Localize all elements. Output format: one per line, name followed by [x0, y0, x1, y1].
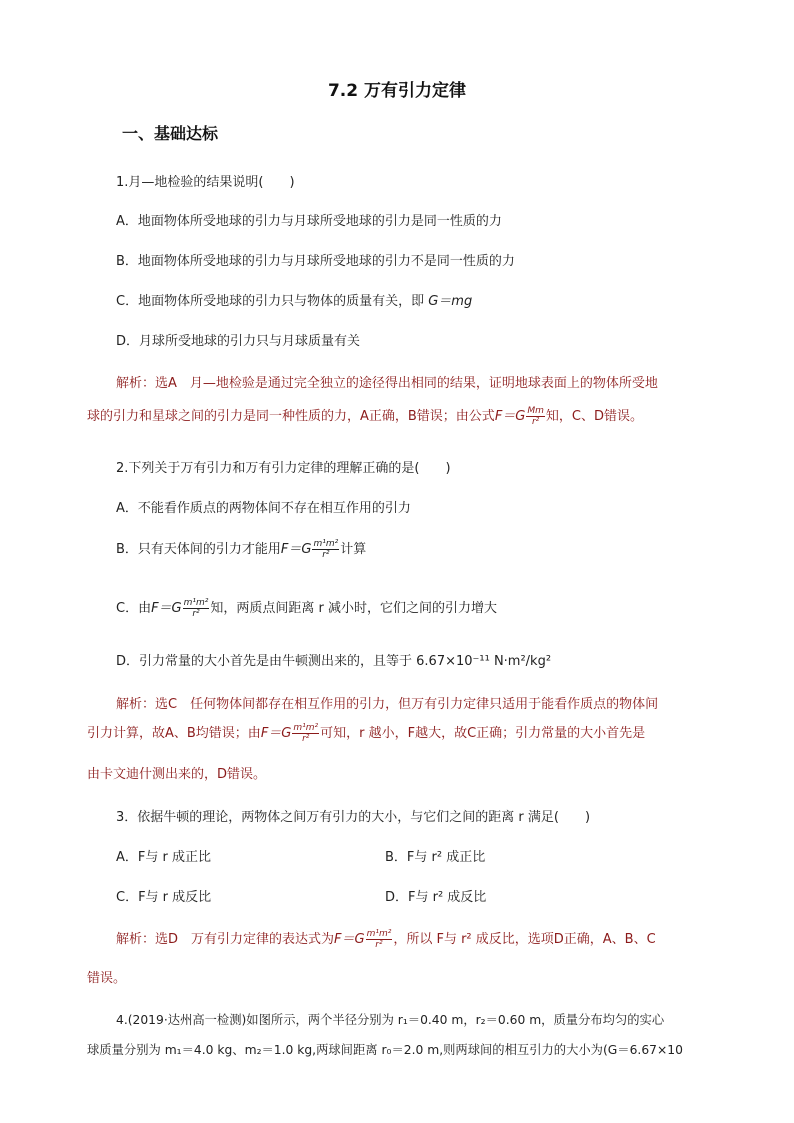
q1-option-a: A．地面物体所受地球的引力与月球所受地球的引力是同一性质的力	[116, 214, 502, 229]
fraction-numerator: m¹m²	[313, 539, 339, 549]
q2-analysis-line3: 由卡文迪什测出来的，D错误。	[87, 767, 267, 782]
q3-analysis-line1	[116, 928, 656, 950]
q2-analysis-text-end: 可知，r 越小，F越大，故C正确；引力常量的大小首先是	[320, 726, 646, 741]
fraction-denominator: r²	[322, 550, 330, 560]
fraction-numerator: Mm	[527, 406, 544, 416]
fraction-denominator: r²	[375, 940, 383, 950]
q2-option-c-text-end: 知，两质点间距离 r 减小时，它们之间的引力增大	[210, 601, 498, 616]
q2-option-b-text: B．只有天体间的引力才能用	[116, 542, 281, 557]
q2-option-d: D．引力常量的大小首先是由牛顿测出来的，且等于 6.67×10⁻¹¹ N·m²/kg²	[116, 654, 552, 669]
q3-option-d: D．F与 r² 成反比	[385, 890, 487, 905]
fraction-numerator: m¹m²	[366, 929, 392, 939]
q2-option-c	[116, 597, 497, 619]
q1-analysis-line2	[87, 405, 643, 427]
fraction-denominator: r²	[531, 417, 540, 427]
fraction-denominator: r²	[192, 609, 200, 619]
q1-analysis-line1: 解析：选A 月—地检验是通过完全独立的途径得出相同的结果，证明地球表面上的物体所受地	[116, 376, 658, 391]
q2-analysis-fraction	[292, 723, 319, 744]
q2-analysis-formula-f: F＝G	[260, 726, 292, 741]
q2-option-c-fraction	[183, 598, 210, 619]
q1-stem: 1.月—地检验的结果说明( )	[116, 175, 295, 190]
q4-stem-line1: 4.(2019·达州高一检测)如图所示，两个半径分别为 r₁＝0.40 m，r₂＝0.60 m，质量分布均匀的实心	[116, 1013, 665, 1027]
q3-analysis-text-end: ，所以 F与 r² 成反比，选项D正确，A、B、C	[393, 932, 656, 947]
q2-option-b	[116, 538, 366, 560]
q2-analysis-line2	[87, 722, 645, 744]
q1-analysis-fraction	[526, 406, 545, 427]
q3-option-c: C．F与 r 成反比	[116, 890, 212, 905]
q3-option-b: B．F与 r² 成正比	[385, 850, 486, 865]
q3-analysis-text: 解析：选D 万有引力定律的表达式为	[116, 932, 335, 947]
q2-analysis-text: 引力计算，故A、B均错误；由	[87, 726, 261, 741]
q1-option-b: B．地面物体所受地球的引力与月球所受地球的引力不是同一性质的力	[116, 254, 515, 269]
q2-option-a: A．不能看作质点的两物体间不存在相互作用的引力	[116, 501, 411, 516]
page-title: 7.2 万有引力定律	[327, 81, 467, 101]
q2-option-b-formula-f: F＝G	[280, 542, 312, 557]
q3-analysis-line2: 错误。	[87, 971, 127, 986]
q2-stem: 2.下列关于万有引力和万有引力定律的理解正确的是( )	[116, 461, 451, 476]
q2-option-c-text: C．由	[116, 601, 152, 616]
q1-option-c	[116, 290, 472, 309]
q1-analysis-formula-f: F＝G	[494, 409, 526, 424]
q2-analysis-line1: 解析：选C 任何物体间都存在相互作用的引力，但万有引力定律只适用于能看作质点的物体间	[116, 697, 659, 712]
q3-analysis-fraction	[366, 929, 393, 950]
q1-option-c-text: C．地面物体所受地球的引力只与物体的质量有关，即	[116, 294, 425, 309]
fraction-numerator: m¹m²	[293, 723, 319, 733]
q2-option-c-formula-f: F＝G	[151, 601, 182, 616]
q3-stem: 3．依据牛顿的理论，两物体之间万有引力的大小，与它们之间的距离 r 满足( )	[116, 810, 591, 825]
q1-option-c-formula: G＝mg	[428, 294, 473, 309]
q3-analysis-formula-f: F＝G	[334, 932, 365, 947]
q2-option-b-text-end: 计算	[340, 542, 367, 557]
q1-analysis-text: 球的引力和星球之间的引力是同一种性质的力，A正确，B错误；由公式	[87, 409, 495, 424]
q1-option-d: D．月球所受地球的引力只与月球质量有关	[116, 334, 361, 349]
q3-option-a: A．F与 r 成正比	[116, 850, 211, 865]
q4-stem-line2: 球质量分别为 m₁＝4.0 kg、m₂＝1.0 kg,两球间距离 r₀＝2.0 m,则两球间的相互引力的大小为(G＝6.67×10	[87, 1043, 683, 1057]
fraction-denominator: r²	[302, 734, 310, 744]
q2-option-b-fraction	[312, 539, 339, 560]
fraction-numerator: m¹m²	[183, 598, 209, 608]
section-heading: 一、基础达标	[122, 124, 219, 143]
q1-analysis-text-end: 知，C、D错误。	[545, 409, 644, 424]
